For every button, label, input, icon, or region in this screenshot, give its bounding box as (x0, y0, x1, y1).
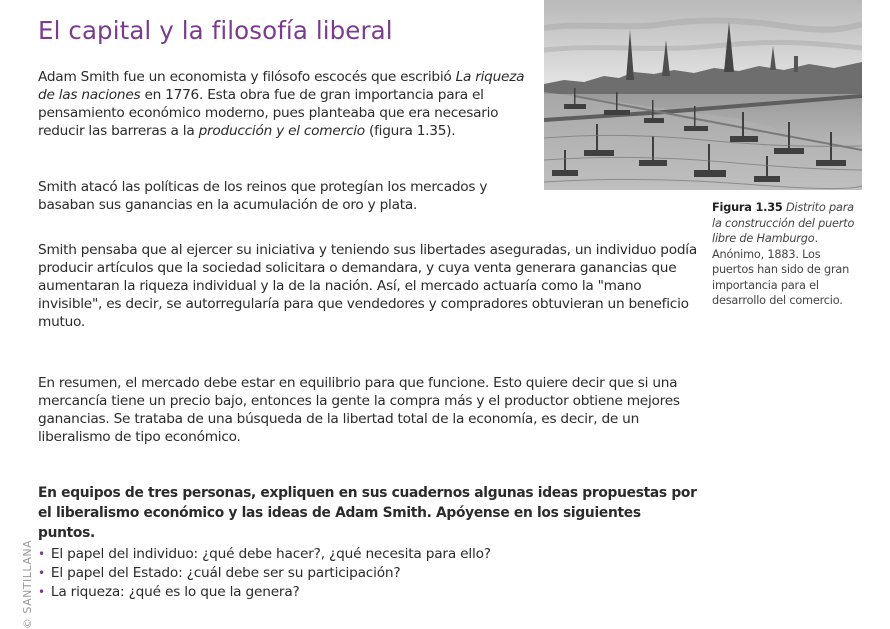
publisher-mark: © SANTILLANA (21, 539, 35, 629)
page-title: El capital y la filosofía liberal (38, 16, 393, 45)
activity-points-list (38, 545, 491, 602)
book-title: La riqueza de las naciones (38, 69, 525, 103)
figure-label: Figura 1.35 (712, 201, 783, 214)
list-item: • El papel del individuo: ¿qué debe hacer?, ¿qué necesita para ello? (38, 546, 491, 562)
bullet-icon: • (38, 585, 45, 599)
hamburg-port-engraving (544, 0, 862, 190)
paragraph-invisible-hand: Smith pensaba que al ejercer su iniciativa y teniendo sus libertades aseguradas, un individuo podía producir artículos que la sociedad solicitara o demandara, y cuya venta generara ganancias que aumentaran la riqueza individual y la de la nación. Así, el mercado actuaría como la "mano invisible", es decir, se autorregularía para que vendedores y compradores obtuvieran un beneficio mutuo. (38, 242, 697, 330)
list-item: • El papel del Estado: ¿cuál debe ser su participación? (38, 565, 401, 581)
bullet-icon: • (38, 566, 45, 580)
paragraph-policies: Smith atacó las políticas de los reinos que protegían los mercados y basaban sus ganancias en la acumulación de oro y plata. (38, 179, 488, 213)
emphasis-text: producción y el comercio (198, 123, 365, 139)
bullet-icon: • (38, 547, 45, 561)
figure-caption: Figura 1.35 Distrito para la construcción del puerto libre de Hamburgo. Anónimo, 1883. Los puertos han sido de gran importancia para el desarrollo del comercio. (712, 201, 855, 307)
paragraph-summary: En resumen, el mercado debe estar en equilibrio para que funcione. Esto quiere decir que si una mercancía tiene un precio bajo, entonces la gente la compra más y el productor obtiene mejores ganancias. Se trataba de una búsqueda de la libertad total de la economía, es decir, de un liberalismo de tipo económico. (38, 375, 680, 445)
activity-instructions: En equipos de tres personas, expliquen en sus cuadernos algunas ideas propuestas por el liberalismo económico y las ideas de Adam Smith. Apóyense en los siguientes puntos. (38, 485, 697, 541)
paragraph-adam-smith: Adam Smith fue un economista y filósofo escocés que escribió La riqueza de las naciones en 1776. Esta obra fue de gran importancia para el pensamiento económico moderno, pues planteaba que era necesario reducir las barreras a la producción y el comercio (figura 1.35). (38, 69, 525, 139)
list-item: • La riqueza: ¿qué es lo que la genera? (38, 584, 300, 600)
